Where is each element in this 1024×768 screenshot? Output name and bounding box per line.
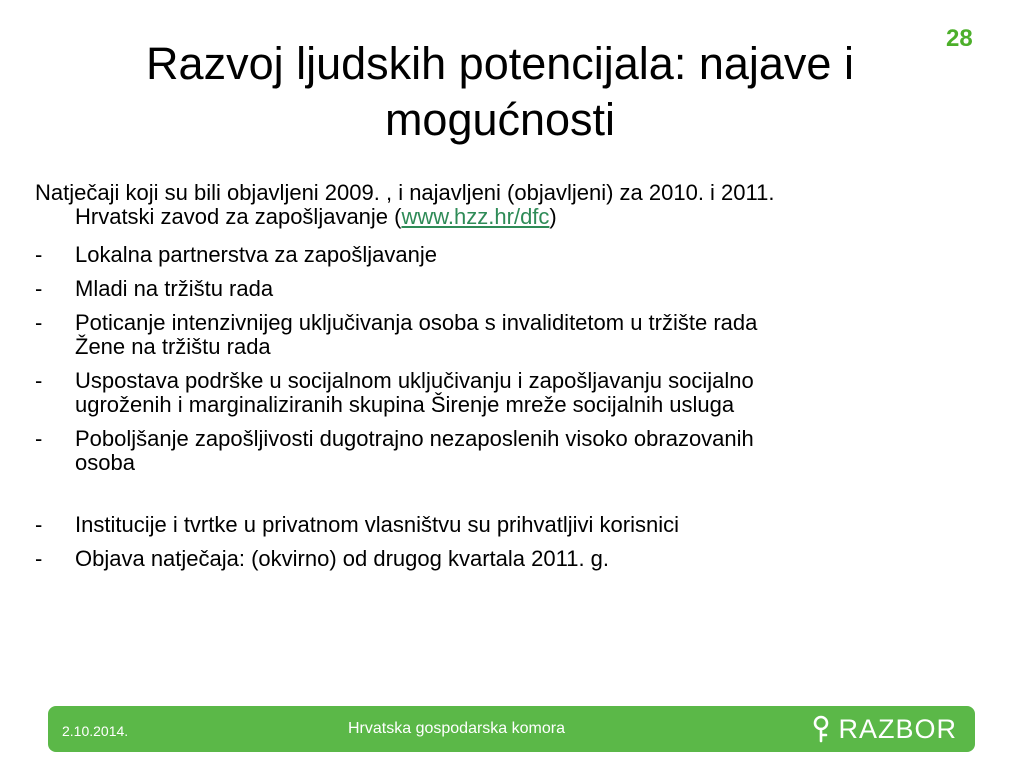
list-item: [35, 513, 1015, 537]
list-item-text: ugroženih i marginaliziranih skupina Širenje mreže socijalnih usluga: [75, 392, 735, 417]
list-item: [35, 243, 1015, 267]
razbor-logo-icon: [812, 715, 830, 743]
list-item: [35, 427, 1015, 475]
list-item: [35, 311, 1015, 359]
bullet-marker: -: [35, 276, 43, 301]
bullet-marker: -: [35, 512, 43, 537]
footer-organization: Hrvatska gospodarska komora: [348, 720, 565, 737]
razbor-logo: [812, 714, 957, 744]
intro-line-2: [35, 205, 774, 229]
footer-date: 2.10.2014.: [62, 723, 129, 739]
intro-line-1: Natječaji koji su bili objavljeni 2009. , i najavljeni (objavljeni) za 2010. i 2011.: [35, 180, 775, 205]
logo-text: RAZBOR: [838, 713, 957, 744]
list-item-text: Poboljšanje zapošljivosti dugotrajno nezaposlenih visoko obrazovanih: [75, 426, 754, 451]
page-title: [40, 36, 960, 148]
bullet-marker: -: [35, 242, 43, 267]
bullet-list: [35, 243, 1015, 581]
bullet-marker: -: [35, 310, 43, 335]
list-item-text: Objava natječaja: (okvirno) od drugog kvartala 2011. g.: [75, 546, 610, 571]
list-item: [35, 369, 1015, 417]
list-item-text: Žene na tržištu rada: [75, 334, 271, 359]
list-item: [35, 547, 1015, 571]
bullet-marker: -: [35, 426, 43, 451]
intro-line-2-suffix: ): [549, 204, 557, 229]
list-item-text: Uspostava podrške u socijalnom uključivanju i zapošljavanju socijalno: [75, 368, 754, 393]
hzz-link[interactable]: www.hzz.hr/dfc: [401, 204, 550, 229]
intro-line-2-prefix: Hrvatski zavod za zapošljavanje (: [75, 204, 402, 229]
list-item: [35, 277, 1015, 301]
slide-number: 28: [946, 25, 973, 52]
title-line-2: mogućnosti: [384, 94, 616, 145]
bullet-marker: -: [35, 546, 43, 571]
list-item-text: Mladi na tržištu rada: [75, 276, 274, 301]
list-item-text: osoba: [75, 450, 135, 475]
list-item-text: Poticanje intenzivnijeg uključivanja osoba s invaliditetom u tržište rada: [75, 310, 758, 335]
title-line-1: Razvoj ljudskih potencijala: najave i: [146, 38, 854, 89]
footer-bar: [48, 706, 975, 752]
intro-paragraph: [35, 181, 774, 229]
list-item-text: Lokalna partnerstva za zapošljavanje: [75, 242, 438, 267]
bullet-marker: -: [35, 368, 43, 393]
list-item-text: Institucije i tvrtke u privatnom vlasništvu su prihvatljivi korisnici: [75, 512, 679, 537]
